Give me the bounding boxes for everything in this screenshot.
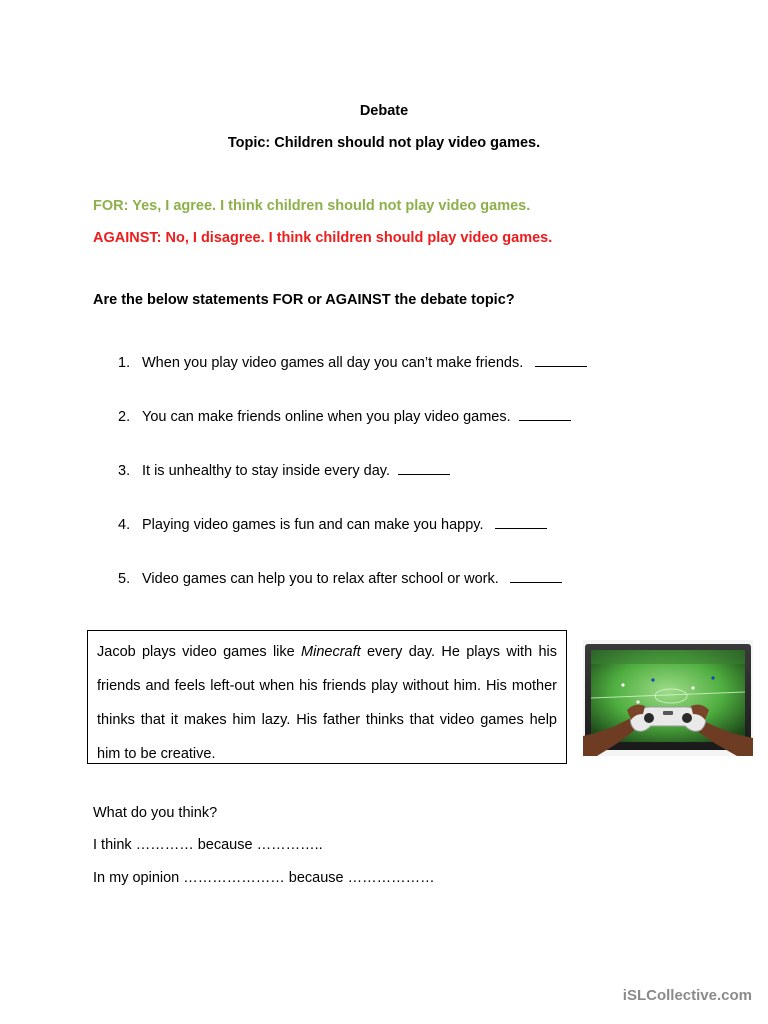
- for-statement: FOR: Yes, I agree. I think children should not play video games.: [93, 198, 531, 214]
- statement-item: [118, 571, 562, 587]
- statement-number: 5.: [118, 571, 131, 587]
- story-text-end: every day. He plays with his friends and feels left-out when his friends play without him. His mother thinks that it makes him lazy. His father thinks that video games help him to be creative.: [97, 644, 557, 762]
- statement-text: Video games can help you to relax after school or work.: [142, 571, 499, 587]
- instruction-question: Are the below statements FOR or AGAINST the debate topic?: [93, 292, 515, 308]
- opinion-prompt-2[interactable]: In my opinion ………………… because ………………: [93, 870, 435, 886]
- debate-topic: Topic: Children should not play video games.: [227, 135, 541, 151]
- game-title: Minecraft: [301, 644, 361, 660]
- statement-text: When you play video games all day you can’t make friends.: [142, 355, 524, 371]
- story-box: [87, 630, 567, 764]
- answer-blank[interactable]: [519, 419, 571, 421]
- statement-text: You can make friends online when you play video games.: [142, 409, 511, 425]
- statement-item: [118, 355, 587, 371]
- answer-blank[interactable]: [398, 473, 450, 475]
- statement-number: 4.: [118, 517, 131, 533]
- statement-number: 2.: [118, 409, 131, 425]
- statement-item: [118, 409, 571, 425]
- statement-number: 1.: [118, 355, 131, 371]
- video-game-photo: [583, 640, 753, 756]
- statement-item: [118, 463, 450, 479]
- answer-blank[interactable]: [510, 581, 562, 583]
- statement-text: It is unhealthy to stay inside every day.: [142, 463, 390, 479]
- against-statement: AGAINST: No, I disagree. I think children should play video games.: [93, 230, 553, 246]
- page-title: Debate: [359, 103, 409, 119]
- opinion-question: What do you think?: [93, 805, 218, 821]
- answer-blank[interactable]: [495, 527, 547, 529]
- opinion-prompt-1[interactable]: I think ………… because …………..: [93, 837, 323, 853]
- site-logo: iSLCollective.com: [622, 987, 752, 1004]
- answer-blank[interactable]: [535, 365, 587, 367]
- story-text-start: Jacob plays video games like: [97, 644, 302, 660]
- statement-item: [118, 517, 547, 533]
- statement-number: 3.: [118, 463, 131, 479]
- statement-text: Playing video games is fun and can make you happy.: [142, 517, 484, 533]
